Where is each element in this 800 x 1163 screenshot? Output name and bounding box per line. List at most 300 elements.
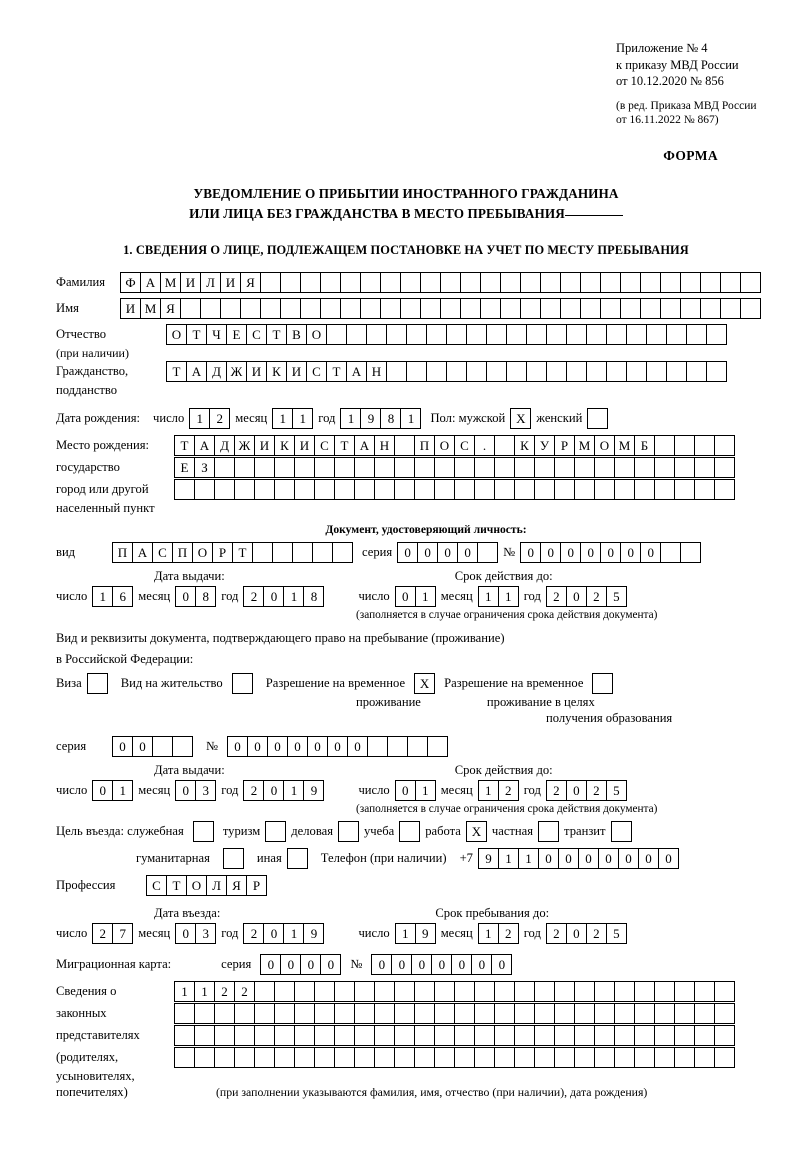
- char-cell[interactable]: Ч: [206, 324, 227, 345]
- char-cell[interactable]: [574, 1003, 595, 1024]
- char-cell[interactable]: 0: [598, 848, 619, 869]
- char-cell[interactable]: 0: [327, 736, 348, 757]
- char-cell[interactable]: [366, 324, 387, 345]
- char-cell[interactable]: [480, 272, 501, 293]
- char-cell[interactable]: [600, 272, 621, 293]
- char-cell[interactable]: [274, 1025, 295, 1046]
- char-cell[interactable]: [454, 479, 475, 500]
- char-cell[interactable]: [354, 1003, 375, 1024]
- char-cell[interactable]: 0: [320, 954, 341, 975]
- char-cell[interactable]: [740, 272, 761, 293]
- char-cell[interactable]: 0: [92, 780, 113, 801]
- stay-issue-month-input[interactable]: [175, 780, 216, 801]
- char-cell[interactable]: [280, 298, 301, 319]
- char-cell[interactable]: С: [314, 435, 335, 456]
- char-cell[interactable]: И: [246, 361, 267, 382]
- char-cell[interactable]: [234, 1047, 255, 1068]
- char-cell[interactable]: [474, 457, 495, 478]
- char-cell[interactable]: [586, 324, 607, 345]
- char-cell[interactable]: [426, 324, 447, 345]
- char-cell[interactable]: [560, 298, 581, 319]
- profession-input[interactable]: [146, 875, 267, 896]
- char-cell[interactable]: 2: [586, 780, 607, 801]
- char-cell[interactable]: [634, 457, 655, 478]
- char-cell[interactable]: К: [274, 435, 295, 456]
- char-cell[interactable]: 0: [371, 954, 392, 975]
- temp-residence-checkbox[interactable]: Х: [414, 673, 435, 694]
- char-cell[interactable]: [694, 1003, 715, 1024]
- char-cell[interactable]: [314, 479, 335, 500]
- char-cell[interactable]: [554, 479, 575, 500]
- char-cell[interactable]: [500, 272, 521, 293]
- char-cell[interactable]: [714, 479, 735, 500]
- char-cell[interactable]: 1: [189, 408, 210, 429]
- char-cell[interactable]: [174, 1003, 195, 1024]
- char-cell[interactable]: [414, 457, 435, 478]
- char-cell[interactable]: [486, 324, 507, 345]
- char-cell[interactable]: [554, 981, 575, 1002]
- char-cell[interactable]: [294, 1025, 315, 1046]
- char-cell[interactable]: [700, 272, 721, 293]
- char-cell[interactable]: [614, 1047, 635, 1068]
- char-cell[interactable]: [654, 1003, 675, 1024]
- char-cell[interactable]: 0: [638, 848, 659, 869]
- char-cell[interactable]: 1: [498, 848, 519, 869]
- char-cell[interactable]: [220, 298, 241, 319]
- char-cell[interactable]: 0: [471, 954, 492, 975]
- char-cell[interactable]: Р: [246, 875, 267, 896]
- char-cell[interactable]: 1: [415, 780, 436, 801]
- char-cell[interactable]: 1: [292, 408, 313, 429]
- char-cell[interactable]: Н: [366, 361, 387, 382]
- char-cell[interactable]: [354, 1025, 375, 1046]
- char-cell[interactable]: [534, 457, 555, 478]
- doc-series-input[interactable]: [397, 542, 498, 563]
- char-cell[interactable]: 0: [280, 954, 301, 975]
- char-cell[interactable]: 8: [195, 586, 216, 607]
- char-cell[interactable]: С: [454, 435, 475, 456]
- stay-issue-day-input[interactable]: [92, 780, 133, 801]
- char-cell[interactable]: [660, 272, 681, 293]
- surname-input[interactable]: [120, 272, 761, 293]
- char-cell[interactable]: 1: [498, 586, 519, 607]
- char-cell[interactable]: 0: [491, 954, 512, 975]
- stay-until-day-input[interactable]: [395, 923, 436, 944]
- char-cell[interactable]: [466, 361, 487, 382]
- legal-rep-row-4[interactable]: [174, 1047, 735, 1068]
- char-cell[interactable]: Е: [226, 324, 247, 345]
- char-cell[interactable]: А: [140, 272, 161, 293]
- char-cell[interactable]: 0: [263, 586, 284, 607]
- char-cell[interactable]: Р: [554, 435, 575, 456]
- char-cell[interactable]: [614, 981, 635, 1002]
- char-cell[interactable]: [694, 1047, 715, 1068]
- char-cell[interactable]: К: [266, 361, 287, 382]
- char-cell[interactable]: 1: [112, 780, 133, 801]
- char-cell[interactable]: [474, 479, 495, 500]
- char-cell[interactable]: [374, 479, 395, 500]
- char-cell[interactable]: 1: [518, 848, 539, 869]
- char-cell[interactable]: 5: [606, 923, 627, 944]
- char-cell[interactable]: П: [172, 542, 193, 563]
- char-cell[interactable]: [706, 324, 727, 345]
- char-cell[interactable]: [700, 298, 721, 319]
- char-cell[interactable]: [500, 298, 521, 319]
- char-cell[interactable]: [606, 361, 627, 382]
- char-cell[interactable]: [466, 324, 487, 345]
- char-cell[interactable]: 1: [340, 408, 361, 429]
- doc-valid-year-input[interactable]: [546, 586, 627, 607]
- char-cell[interactable]: [180, 298, 201, 319]
- char-cell[interactable]: 8: [380, 408, 401, 429]
- char-cell[interactable]: С: [306, 361, 327, 382]
- char-cell[interactable]: [254, 1003, 275, 1024]
- char-cell[interactable]: 0: [578, 848, 599, 869]
- char-cell[interactable]: [546, 361, 567, 382]
- char-cell[interactable]: А: [346, 361, 367, 382]
- char-cell[interactable]: [354, 1047, 375, 1068]
- char-cell[interactable]: [534, 479, 555, 500]
- entry-day-input[interactable]: [92, 923, 133, 944]
- char-cell[interactable]: [460, 298, 481, 319]
- migration-series-input[interactable]: [260, 954, 341, 975]
- char-cell[interactable]: [394, 981, 415, 1002]
- char-cell[interactable]: [620, 298, 641, 319]
- char-cell[interactable]: [274, 1003, 295, 1024]
- char-cell[interactable]: И: [180, 272, 201, 293]
- char-cell[interactable]: [494, 457, 515, 478]
- char-cell[interactable]: [686, 324, 707, 345]
- char-cell[interactable]: 0: [580, 542, 601, 563]
- char-cell[interactable]: Т: [326, 361, 347, 382]
- char-cell[interactable]: З: [194, 457, 215, 478]
- doc-issue-day-input[interactable]: [92, 586, 133, 607]
- char-cell[interactable]: [334, 479, 355, 500]
- char-cell[interactable]: [660, 298, 681, 319]
- char-cell[interactable]: А: [186, 361, 207, 382]
- char-cell[interactable]: 1: [283, 923, 304, 944]
- char-cell[interactable]: [434, 479, 455, 500]
- char-cell[interactable]: 9: [415, 923, 436, 944]
- char-cell[interactable]: 0: [175, 780, 196, 801]
- char-cell[interactable]: [434, 457, 455, 478]
- char-cell[interactable]: [654, 479, 675, 500]
- char-cell[interactable]: И: [286, 361, 307, 382]
- char-cell[interactable]: [386, 361, 407, 382]
- char-cell[interactable]: [314, 457, 335, 478]
- char-cell[interactable]: А: [132, 542, 153, 563]
- char-cell[interactable]: [294, 1047, 315, 1068]
- char-cell[interactable]: [586, 361, 607, 382]
- char-cell[interactable]: 0: [263, 923, 284, 944]
- doc-issue-year-input[interactable]: [243, 586, 324, 607]
- char-cell[interactable]: И: [294, 435, 315, 456]
- char-cell[interactable]: [434, 1047, 455, 1068]
- char-cell[interactable]: [540, 298, 561, 319]
- char-cell[interactable]: [534, 1003, 555, 1024]
- char-cell[interactable]: [674, 981, 695, 1002]
- char-cell[interactable]: 3: [195, 780, 216, 801]
- stay-series-input[interactable]: [112, 736, 193, 757]
- char-cell[interactable]: [554, 1025, 575, 1046]
- char-cell[interactable]: [374, 457, 395, 478]
- char-cell[interactable]: [720, 298, 741, 319]
- char-cell[interactable]: [614, 1025, 635, 1046]
- char-cell[interactable]: [260, 298, 281, 319]
- char-cell[interactable]: А: [194, 435, 215, 456]
- char-cell[interactable]: [654, 435, 675, 456]
- char-cell[interactable]: 1: [478, 923, 499, 944]
- char-cell[interactable]: [414, 1003, 435, 1024]
- char-cell[interactable]: [214, 1003, 235, 1024]
- char-cell[interactable]: [234, 457, 255, 478]
- char-cell[interactable]: 1: [194, 981, 215, 1002]
- char-cell[interactable]: [454, 981, 475, 1002]
- char-cell[interactable]: Я: [240, 272, 261, 293]
- char-cell[interactable]: [174, 1047, 195, 1068]
- doc-issue-month-input[interactable]: [175, 586, 216, 607]
- char-cell[interactable]: [407, 736, 428, 757]
- char-cell[interactable]: 0: [620, 542, 641, 563]
- char-cell[interactable]: М: [160, 272, 181, 293]
- char-cell[interactable]: 0: [227, 736, 248, 757]
- stay-issue-year-input[interactable]: [243, 780, 324, 801]
- char-cell[interactable]: [534, 981, 555, 1002]
- char-cell[interactable]: С: [146, 875, 167, 896]
- char-cell[interactable]: [172, 736, 193, 757]
- char-cell[interactable]: Ж: [234, 435, 255, 456]
- char-cell[interactable]: [314, 1003, 335, 1024]
- stay-valid-year-input[interactable]: [546, 780, 627, 801]
- char-cell[interactable]: Д: [206, 361, 227, 382]
- char-cell[interactable]: [194, 479, 215, 500]
- char-cell[interactable]: [640, 272, 661, 293]
- char-cell[interactable]: 2: [586, 586, 607, 607]
- char-cell[interactable]: [720, 272, 741, 293]
- char-cell[interactable]: [654, 457, 675, 478]
- char-cell[interactable]: [574, 1025, 595, 1046]
- char-cell[interactable]: [634, 1047, 655, 1068]
- char-cell[interactable]: Р: [212, 542, 233, 563]
- char-cell[interactable]: П: [112, 542, 133, 563]
- char-cell[interactable]: [454, 1025, 475, 1046]
- char-cell[interactable]: [634, 479, 655, 500]
- patronymic-input[interactable]: [166, 324, 727, 345]
- char-cell[interactable]: К: [514, 435, 535, 456]
- char-cell[interactable]: [480, 298, 501, 319]
- char-cell[interactable]: 0: [347, 736, 368, 757]
- birth-month-input[interactable]: [272, 408, 313, 429]
- doc-kind-input[interactable]: [112, 542, 353, 563]
- char-cell[interactable]: [460, 272, 481, 293]
- char-cell[interactable]: [566, 324, 587, 345]
- char-cell[interactable]: [174, 1025, 195, 1046]
- char-cell[interactable]: [680, 272, 701, 293]
- char-cell[interactable]: М: [574, 435, 595, 456]
- char-cell[interactable]: 0: [566, 923, 587, 944]
- char-cell[interactable]: [446, 361, 467, 382]
- purpose-study-checkbox[interactable]: [399, 821, 420, 842]
- char-cell[interactable]: [646, 361, 667, 382]
- char-cell[interactable]: [674, 1047, 695, 1068]
- char-cell[interactable]: [520, 272, 541, 293]
- purpose-transit-checkbox[interactable]: [611, 821, 632, 842]
- char-cell[interactable]: [580, 272, 601, 293]
- char-cell[interactable]: [294, 1003, 315, 1024]
- char-cell[interactable]: 0: [247, 736, 268, 757]
- char-cell[interactable]: [666, 361, 687, 382]
- char-cell[interactable]: [394, 435, 415, 456]
- char-cell[interactable]: 2: [546, 586, 567, 607]
- char-cell[interactable]: 0: [175, 923, 196, 944]
- char-cell[interactable]: [740, 298, 761, 319]
- birth-year-input[interactable]: [340, 408, 421, 429]
- char-cell[interactable]: Т: [334, 435, 355, 456]
- char-cell[interactable]: [427, 736, 448, 757]
- char-cell[interactable]: 2: [92, 923, 113, 944]
- char-cell[interactable]: Л: [206, 875, 227, 896]
- char-cell[interactable]: 1: [92, 586, 113, 607]
- char-cell[interactable]: 2: [546, 923, 567, 944]
- char-cell[interactable]: [292, 542, 313, 563]
- char-cell[interactable]: 0: [540, 542, 561, 563]
- char-cell[interactable]: М: [140, 298, 161, 319]
- char-cell[interactable]: 0: [520, 542, 541, 563]
- char-cell[interactable]: [334, 1003, 355, 1024]
- char-cell[interactable]: [534, 1025, 555, 1046]
- char-cell[interactable]: [674, 479, 695, 500]
- char-cell[interactable]: [526, 324, 547, 345]
- char-cell[interactable]: Т: [166, 875, 187, 896]
- char-cell[interactable]: 2: [498, 923, 519, 944]
- char-cell[interactable]: 0: [431, 954, 452, 975]
- char-cell[interactable]: А: [354, 435, 375, 456]
- char-cell[interactable]: [494, 981, 515, 1002]
- char-cell[interactable]: [626, 361, 647, 382]
- char-cell[interactable]: 9: [303, 780, 324, 801]
- purpose-service-checkbox[interactable]: [193, 821, 214, 842]
- char-cell[interactable]: [706, 361, 727, 382]
- char-cell[interactable]: 0: [558, 848, 579, 869]
- char-cell[interactable]: [506, 361, 527, 382]
- char-cell[interactable]: 2: [243, 586, 264, 607]
- char-cell[interactable]: 0: [457, 542, 478, 563]
- char-cell[interactable]: [354, 457, 375, 478]
- char-cell[interactable]: С: [152, 542, 173, 563]
- char-cell[interactable]: [514, 457, 535, 478]
- char-cell[interactable]: [574, 457, 595, 478]
- char-cell[interactable]: [214, 457, 235, 478]
- char-cell[interactable]: Т: [186, 324, 207, 345]
- char-cell[interactable]: 0: [391, 954, 412, 975]
- char-cell[interactable]: 0: [411, 954, 432, 975]
- char-cell[interactable]: [386, 324, 407, 345]
- char-cell[interactable]: [174, 479, 195, 500]
- char-cell[interactable]: У: [534, 435, 555, 456]
- char-cell[interactable]: 0: [618, 848, 639, 869]
- stay-number-input[interactable]: [227, 736, 448, 757]
- char-cell[interactable]: [214, 1025, 235, 1046]
- purpose-work-checkbox[interactable]: Х: [466, 821, 487, 842]
- char-cell[interactable]: 9: [478, 848, 499, 869]
- char-cell[interactable]: [714, 457, 735, 478]
- char-cell[interactable]: [254, 479, 275, 500]
- char-cell[interactable]: Ф: [120, 272, 141, 293]
- char-cell[interactable]: [514, 1025, 535, 1046]
- char-cell[interactable]: [394, 1025, 415, 1046]
- char-cell[interactable]: [474, 1025, 495, 1046]
- purpose-business-checkbox[interactable]: [338, 821, 359, 842]
- char-cell[interactable]: [334, 457, 355, 478]
- char-cell[interactable]: [354, 479, 375, 500]
- char-cell[interactable]: [506, 324, 527, 345]
- char-cell[interactable]: 6: [112, 586, 133, 607]
- char-cell[interactable]: [194, 1003, 215, 1024]
- char-cell[interactable]: [474, 1003, 495, 1024]
- char-cell[interactable]: [594, 457, 615, 478]
- char-cell[interactable]: Т: [266, 324, 287, 345]
- char-cell[interactable]: 0: [640, 542, 661, 563]
- char-cell[interactable]: [566, 361, 587, 382]
- char-cell[interactable]: 0: [451, 954, 472, 975]
- char-cell[interactable]: О: [434, 435, 455, 456]
- char-cell[interactable]: [540, 272, 561, 293]
- char-cell[interactable]: 0: [263, 780, 284, 801]
- char-cell[interactable]: [420, 298, 441, 319]
- char-cell[interactable]: [346, 324, 367, 345]
- char-cell[interactable]: [514, 1047, 535, 1068]
- char-cell[interactable]: [494, 1025, 515, 1046]
- char-cell[interactable]: 1: [415, 586, 436, 607]
- char-cell[interactable]: [494, 1003, 515, 1024]
- char-cell[interactable]: [514, 479, 535, 500]
- char-cell[interactable]: [446, 324, 467, 345]
- visa-checkbox[interactable]: [87, 673, 108, 694]
- char-cell[interactable]: [394, 1047, 415, 1068]
- char-cell[interactable]: [440, 272, 461, 293]
- residence-permit-checkbox[interactable]: [232, 673, 253, 694]
- char-cell[interactable]: 1: [174, 981, 195, 1002]
- char-cell[interactable]: [674, 1025, 695, 1046]
- birth-place-city-input[interactable]: [174, 457, 735, 478]
- char-cell[interactable]: 1: [478, 586, 499, 607]
- char-cell[interactable]: [240, 298, 261, 319]
- char-cell[interactable]: [514, 1003, 535, 1024]
- char-cell[interactable]: 0: [267, 736, 288, 757]
- char-cell[interactable]: [314, 1025, 335, 1046]
- char-cell[interactable]: [454, 457, 475, 478]
- char-cell[interactable]: 2: [243, 780, 264, 801]
- phone-input[interactable]: [478, 848, 679, 869]
- char-cell[interactable]: [394, 479, 415, 500]
- char-cell[interactable]: [486, 361, 507, 382]
- char-cell[interactable]: Т: [166, 361, 187, 382]
- char-cell[interactable]: Б: [634, 435, 655, 456]
- doc-valid-month-input[interactable]: [478, 586, 519, 607]
- birth-place-city-input-2[interactable]: [174, 479, 735, 500]
- char-cell[interactable]: [360, 298, 381, 319]
- doc-number-input[interactable]: [520, 542, 701, 563]
- char-cell[interactable]: [714, 1025, 735, 1046]
- char-cell[interactable]: [326, 324, 347, 345]
- char-cell[interactable]: [574, 981, 595, 1002]
- char-cell[interactable]: [374, 981, 395, 1002]
- char-cell[interactable]: [400, 272, 421, 293]
- char-cell[interactable]: [300, 272, 321, 293]
- char-cell[interactable]: И: [120, 298, 141, 319]
- char-cell[interactable]: [374, 1047, 395, 1068]
- char-cell[interactable]: [526, 361, 547, 382]
